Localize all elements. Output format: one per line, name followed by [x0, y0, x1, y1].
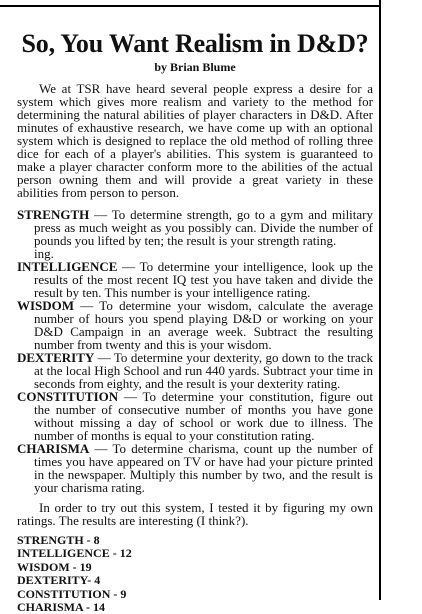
attribute-constitution — [17, 390, 373, 442]
attribute-description: — To determine your intelligence, look up the results of the most recent IQ test you have taken and divide the result by ten. This number is your intelligence rating. — [34, 259, 373, 300]
top-border-rule — [0, 5, 381, 7]
attribute-description: — To determine your dexterity, go down to the track at the local High School and run 440 yards. Subtract your time in seconds from eighty, and the result is your dexterity rating. — [34, 350, 374, 391]
stray-text: ing. — [34, 246, 54, 261]
attribute-description: — To determine your constitution, figure out the number of consecutive number of months you have gone without missing a day of school or work due to illness. The number of months is equal to your constitution rating. — [34, 389, 373, 443]
closing-paragraph: In order to try out this system, I tested it by figuring my own ratings. The results are interesting (I think?). — [17, 500, 373, 528]
attribute-description: — To determine your wisdom, calculate the average number of hours you spend playing D&D or working on your D&D Campaign in an average week. Subtract the resulting number from twenty and this is your wisdom. — [34, 298, 373, 352]
attribute-name: CHARISMA — [17, 441, 90, 456]
attribute-name: WISDOM — [17, 298, 75, 313]
attribute-name: CONSTITUTION — [17, 389, 119, 404]
attribute-list — [17, 208, 373, 494]
score-wisdom: WISDOM - 19 — [17, 559, 92, 574]
attribute-wisdom — [17, 299, 373, 351]
score-strength: STRENGTH - 8 — [17, 533, 100, 547]
attribute-intelligence — [17, 260, 373, 299]
score-constitution: CONSTITUTION - 9 — [17, 586, 127, 601]
attribute-name: STRENGTH — [17, 207, 90, 222]
article — [17, 30, 373, 614]
right-column-rule — [379, 0, 381, 600]
attribute-description: — To determine charisma, count up the number of times you have appeared on TV or have had your picture printed in the newspaper. Multiply this number by two, and the result is your charisma rating. — [34, 441, 373, 495]
attribute-strength — [17, 208, 373, 247]
score-list — [17, 534, 373, 614]
score-charisma: CHARISMA - 14 — [17, 600, 106, 614]
intro-paragraph: We at TSR have heard several people express a desire for a system which gives more realism and variety to the method for determining the natural abilities of player characters in D&D. After minutes of exhaustive research, we have come up with an optional system which is designed to replace the old method of rolling three dice for each of a player's abilities. This system is guaranteed to make a player character conform more to the abilities of the actual person owning them and will provide a great variety in these abilities from person to person. — [17, 81, 373, 200]
score-intelligence: INTELLIGENCE - 12 — [17, 546, 132, 561]
attribute-name: DEXTERITY — [17, 350, 95, 365]
attribute-name: INTELLIGENCE — [17, 259, 118, 274]
article-title: So, You Want Realism in D&D? — [21, 29, 369, 58]
attribute-description: — To determine strength, go to a gym and military press as much weight as you possibly can. Divide the number of pounds you lifted by ten; the result is your strength rating. — [34, 207, 373, 248]
article-byline: by Brian Blume — [154, 60, 236, 74]
attribute-dexterity — [17, 351, 373, 390]
attribute-charisma — [17, 442, 373, 494]
score-dexterity: DEXTERITY- 4 — [17, 573, 101, 588]
